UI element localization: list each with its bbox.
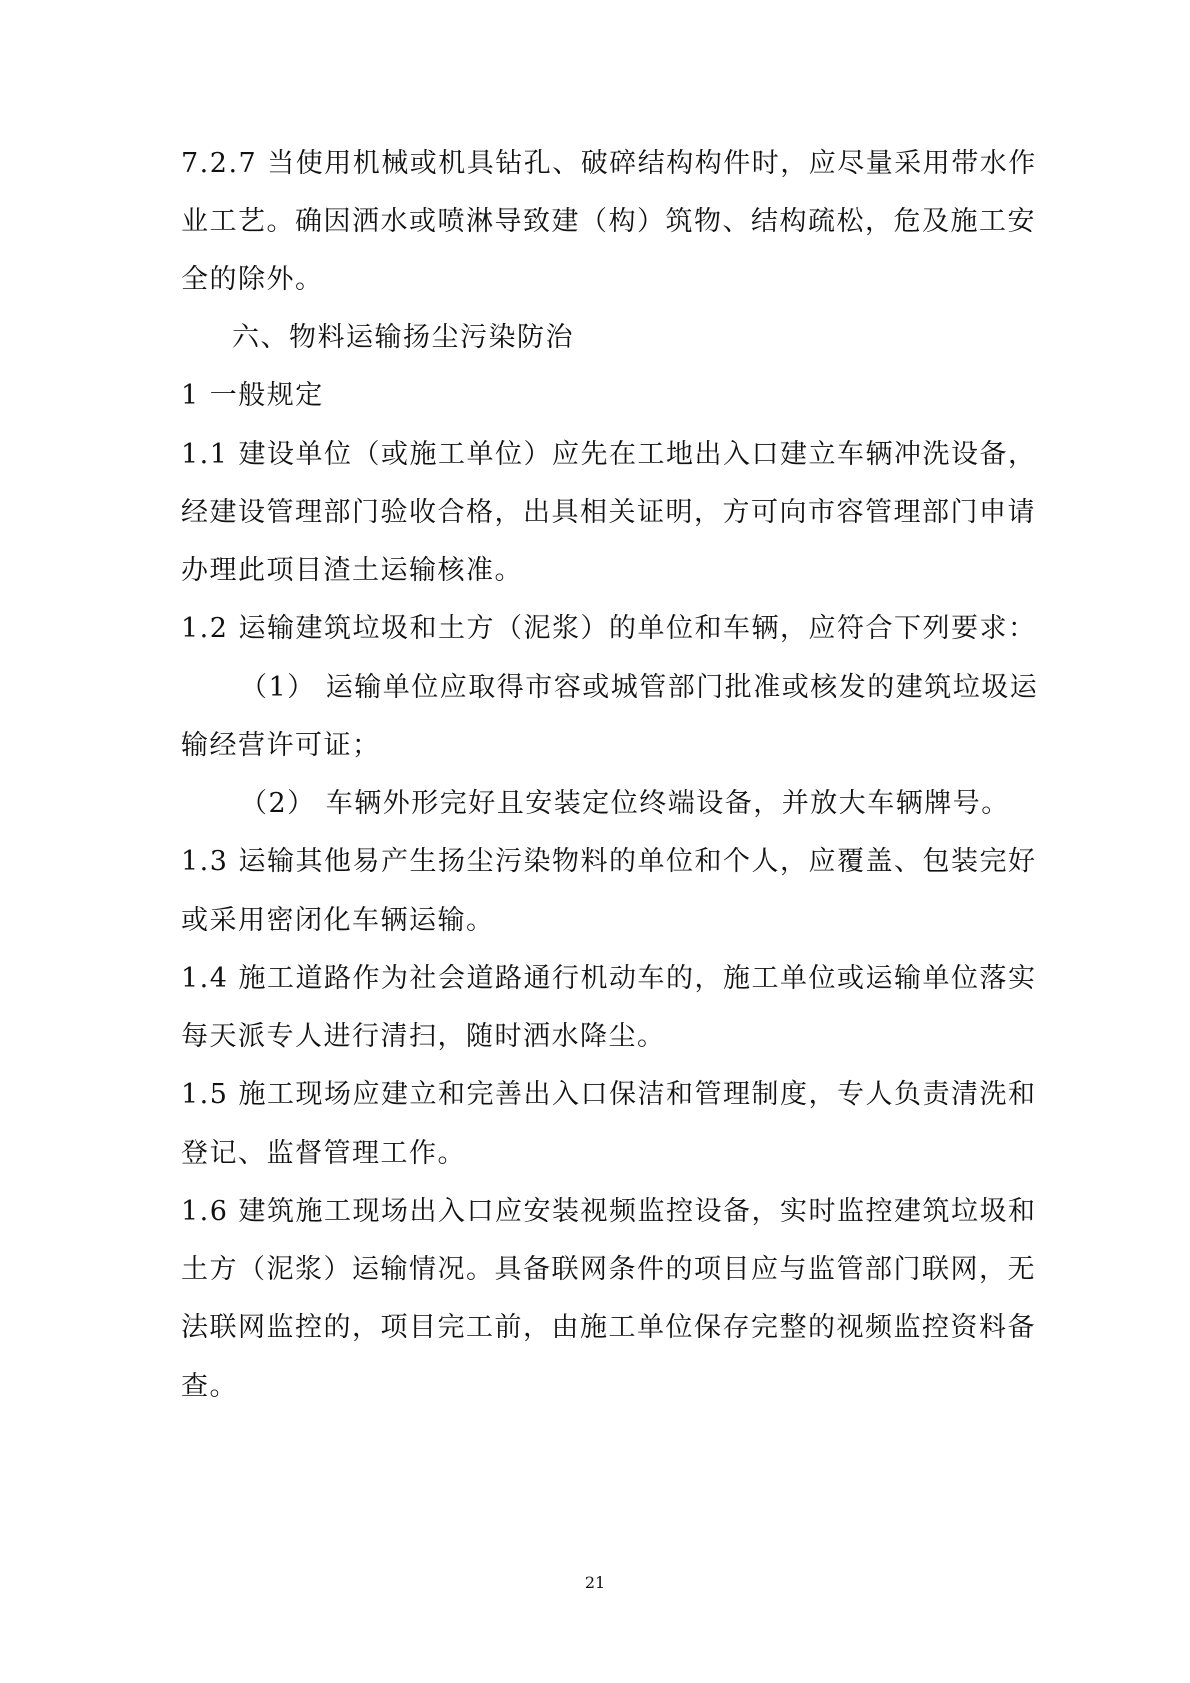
text-line: 全的除外。 bbox=[181, 264, 324, 295]
text-line: 输经营许可证； bbox=[181, 730, 381, 761]
text-line: 经建设管理部门验收合格，出具相关证明，方可向市容管理部门申请 bbox=[181, 497, 1036, 528]
subsection-heading: 1 一般规定 bbox=[181, 380, 324, 411]
text-line: 1.2 运输建筑垃圾和土方（泥浆）的单位和车辆，应符合下列要求： bbox=[181, 613, 1037, 644]
text-line: 1.1 建设单位（或施工单位）应先在工地出入口建立车辆冲洗设备， bbox=[181, 439, 1037, 470]
text-line: 法联网监控的，项目完工前，由施工单位保存完整的视频监控资料备 bbox=[181, 1312, 1036, 1343]
list-item: （1） 运输单位应取得市容或城管部门批准或核发的建筑垃圾运 bbox=[240, 672, 1039, 703]
text-line: 1.6 建筑施工现场出入口应安装视频监控设备，实时监控建筑垃圾和 bbox=[181, 1196, 1037, 1227]
text-line: 1.5 施工现场应建立和完善出入口保洁和管理制度，专人负责清洗和 bbox=[181, 1079, 1037, 1110]
text-line: 1.3 运输其他易产生扬尘污染物料的单位和个人，应覆盖、包装完好 bbox=[181, 846, 1037, 877]
text-line: 办理此项目渣土运输核准。 bbox=[181, 555, 523, 586]
text-line: 土方（泥浆）运输情况。具备联网条件的项目应与监管部门联网，无 bbox=[181, 1254, 1036, 1285]
text-line: 登记、监督管理工作。 bbox=[181, 1138, 466, 1169]
text-line: 7.2.7 当使用机械或机具钻孔、破碎结构构件时，应尽量采用带水作 bbox=[181, 148, 1037, 179]
list-item: （2） 车辆外形完好且安装定位终端设备，并放大车辆牌号。 bbox=[240, 788, 1010, 819]
text-line: 业工艺。确因洒水或喷淋导致建（构）筑物、结构疏松，危及施工安 bbox=[181, 206, 1036, 237]
section-heading: 六、物料运输扬尘污染防治 bbox=[232, 322, 574, 353]
text-line: 每天派专人进行清扫，随时洒水降尘。 bbox=[181, 1021, 666, 1052]
page-number: 21 bbox=[584, 1573, 606, 1592]
text-line: 查。 bbox=[181, 1371, 238, 1402]
text-line: 1.4 施工道路作为社会道路通行机动车的，施工单位或运输单位落实 bbox=[181, 963, 1037, 994]
text-line: 或采用密闭化车辆运输。 bbox=[181, 905, 495, 936]
